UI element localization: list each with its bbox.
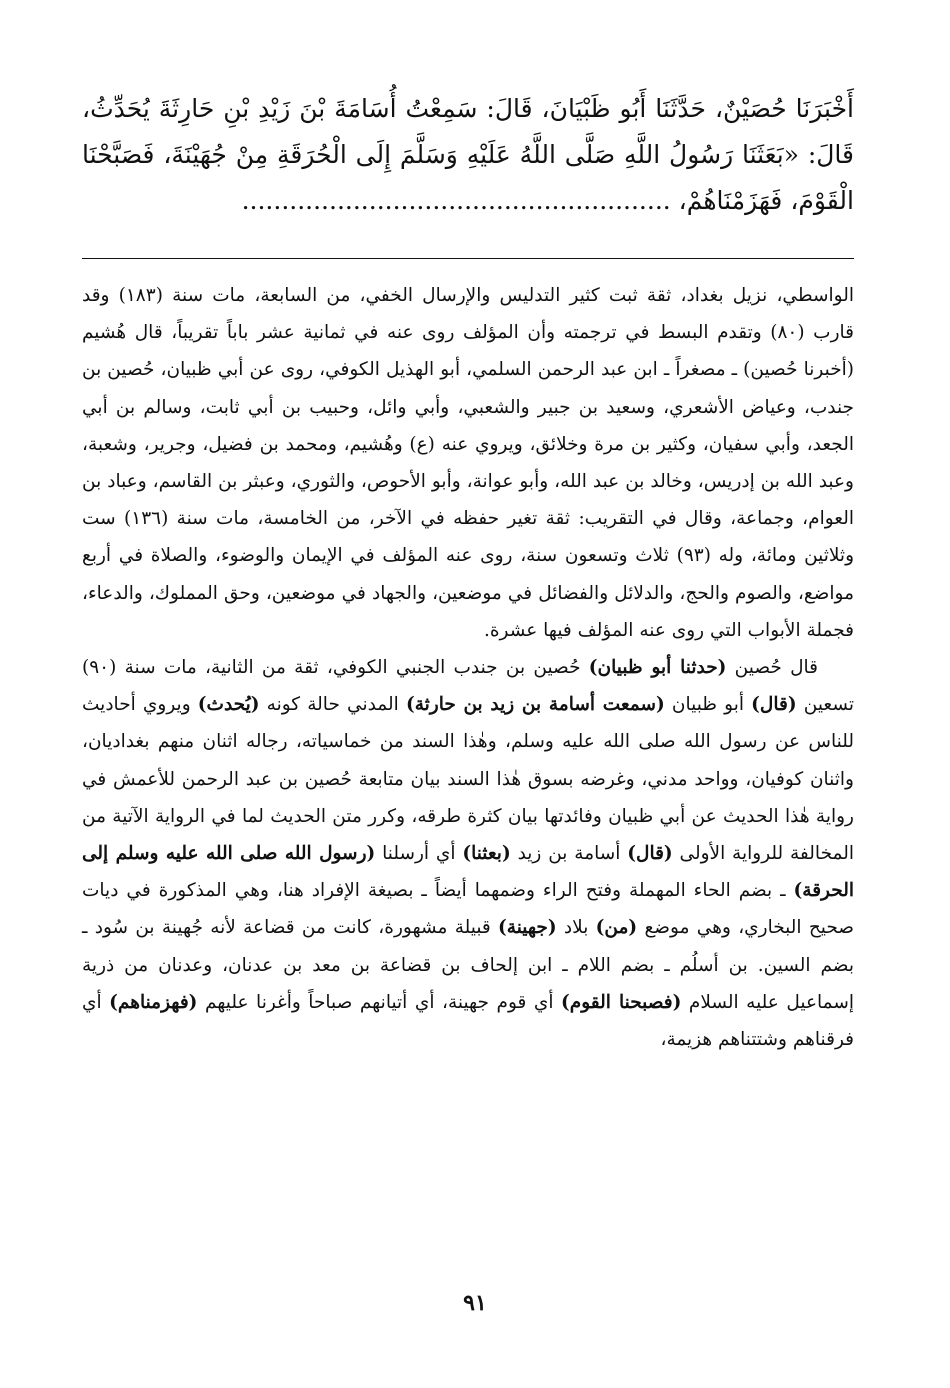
hadith-text-block <box>82 86 854 224</box>
commentary-block <box>82 277 854 1058</box>
quoted-phrase: (جهينة) <box>498 917 557 939</box>
quoted-phrase: (رسول الله صلى الله عليه وسلم إلى الحرقة) <box>82 843 854 902</box>
text-run: قال حُصين <box>726 657 818 679</box>
quoted-phrase: (من) <box>595 917 638 939</box>
footnote-divider <box>82 258 854 259</box>
text-run: المدني حالة كونه <box>259 694 406 716</box>
text-run: أسامة بن زيد <box>510 843 628 865</box>
quoted-phrase: (سمعت أسامة بن زيد بن حارثة) <box>405 694 665 716</box>
text-run: بلاد <box>556 917 596 939</box>
commentary-paragraph-1: الواسطي، نزيل بغداد، ثقة ثبت كثير التدليس والإرسال الخفي، من السابعة، مات سنة (١٨٣) وقد قارب (٨٠) وتقدم البسط في ترجمته وأن المؤلف روى عنه في ثمانية عشر باباً تقريباً، قال هُشيم (أخبرنا حُصين) ـ مصغراً ـ ابن عبد الرحمن السلمي، أبو الهذيل الكوفي، روى عن أبي ظبيان، حُصين بن جندب، وعياض الأشعري، وسعيد بن جبير والشعبي، وأبي وائل، وحبيب بن أبي ثابت، وسالم بن أبي الجعد، وأبي سفيان، وكثير بن مرة وخلائق، ويروي عنه (ع) وهُشيم، ومحمد بن فضيل، وجرير، وشعبة، وعبد الله بن إدريس، وخالد بن عبد الله، وأبو عوانة، وأبو الأحوص، والثوري، وعبثر بن القاسم، وعباد بن العوام، وجماعة، وقال في التقريب: ثقة تغير حفظه في الآخر، من الخامسة، مات سنة (١٣٦) ست وثلاثين ومائة، وله (٩٣) ثلاث وتسعون سنة، روى عنه المؤلف في الإيمان والوضوء، والصلاة في أربع مواضع، والصوم والحج، والدلائل والفضائل في موضعين، والجهاد في موضعين، وحق المملوك، والدعاء، فجملة الأبواب التي روى عنه المؤلف فيها عشرة. <box>82 285 855 641</box>
quoted-phrase: (قال) <box>751 694 797 716</box>
text-run: أي أرسلنا <box>375 843 463 865</box>
quoted-phrase: (فهزمناهم) <box>109 991 198 1013</box>
page-number: ٩١ <box>463 1290 487 1316</box>
quoted-phrase: (بعثنا) <box>462 843 511 865</box>
quoted-phrase: (يُحدث) <box>197 694 260 716</box>
text-run: قبيلة مشهورة، كانت من قضاعة لأنه جُهينة بن سُود ـ بضم السين. بن أسلُم ـ بضم اللام ـ ابن إلحاف بن قضاعة بن معد بن عدنان، وعدنان من ذرية إسماعيل عليه السلام <box>82 917 854 1013</box>
text-run: ـ بضم الحاء المهملة وفتح الراء وضمهما أيضاً ـ بصيغة الإفراد هنا، وهي المذكورة في ديات صحيح البخاري، وهي موضع <box>82 880 855 939</box>
quoted-phrase: (قال) <box>627 843 673 865</box>
page-content <box>82 86 854 1058</box>
quoted-phrase: (حدثنا أبو ظبيان) <box>588 657 727 679</box>
text-run: أي فرقناهم وشتتناهم هزيمة، <box>82 991 854 1051</box>
text-run: أي قوم جهينة، أي أتيانهم صباحاً وأغرنا عليهم <box>197 991 562 1013</box>
text-run: ويروي أحاديث للناس عن رسول الله صلى الله عليه وسلم، وهٰذا السند من خماسياته، رجاله اثنان منهم بغداديان، واثنان كوفيان، وواحد مدني، وغرضه بسوق هٰذا السند بيان متابعة حُصين بن عبد الرحمن للأعمش في رواية هٰذا الحديث عن أبي ظبيان وفائدتها بيان كثرة طرقه، وكرر متن الحديث لما في الرواية الآتية من المخالفة للرواية الأولى <box>82 694 854 865</box>
commentary-paragraph-2 <box>82 649 854 1058</box>
text-run: أبو ظبيان <box>664 694 752 716</box>
hadith-text: أَخْبَرَنَا حُصَيْنٌ، حَدَّثَنَا أَبُو ظَبْيَانَ، قَالَ: سَمِعْتُ أُسَامَةَ بْنَ زَيْدِ بْنِ حَارِثَةَ يُحَدِّثُ، قَالَ: «بَعَثَنَا رَسُولُ اللَّهِ صَلَّى اللَّهُ عَلَيْهِ وَسَلَّمَ إِلَى الْحُرَقَةِ مِنْ جُهَيْنَةَ، فَصَبَّحْنَا الْقَوْمَ، فَهَزَمْنَاهُمْ، ...................................................... <box>82 94 854 215</box>
text-run: حُصين بن جندب الجنبي الكوفي، ثقة من الثانية، مات سنة (٩٠) تسعين <box>82 657 854 716</box>
quoted-phrase: (فصبحنا القوم) <box>561 991 682 1013</box>
